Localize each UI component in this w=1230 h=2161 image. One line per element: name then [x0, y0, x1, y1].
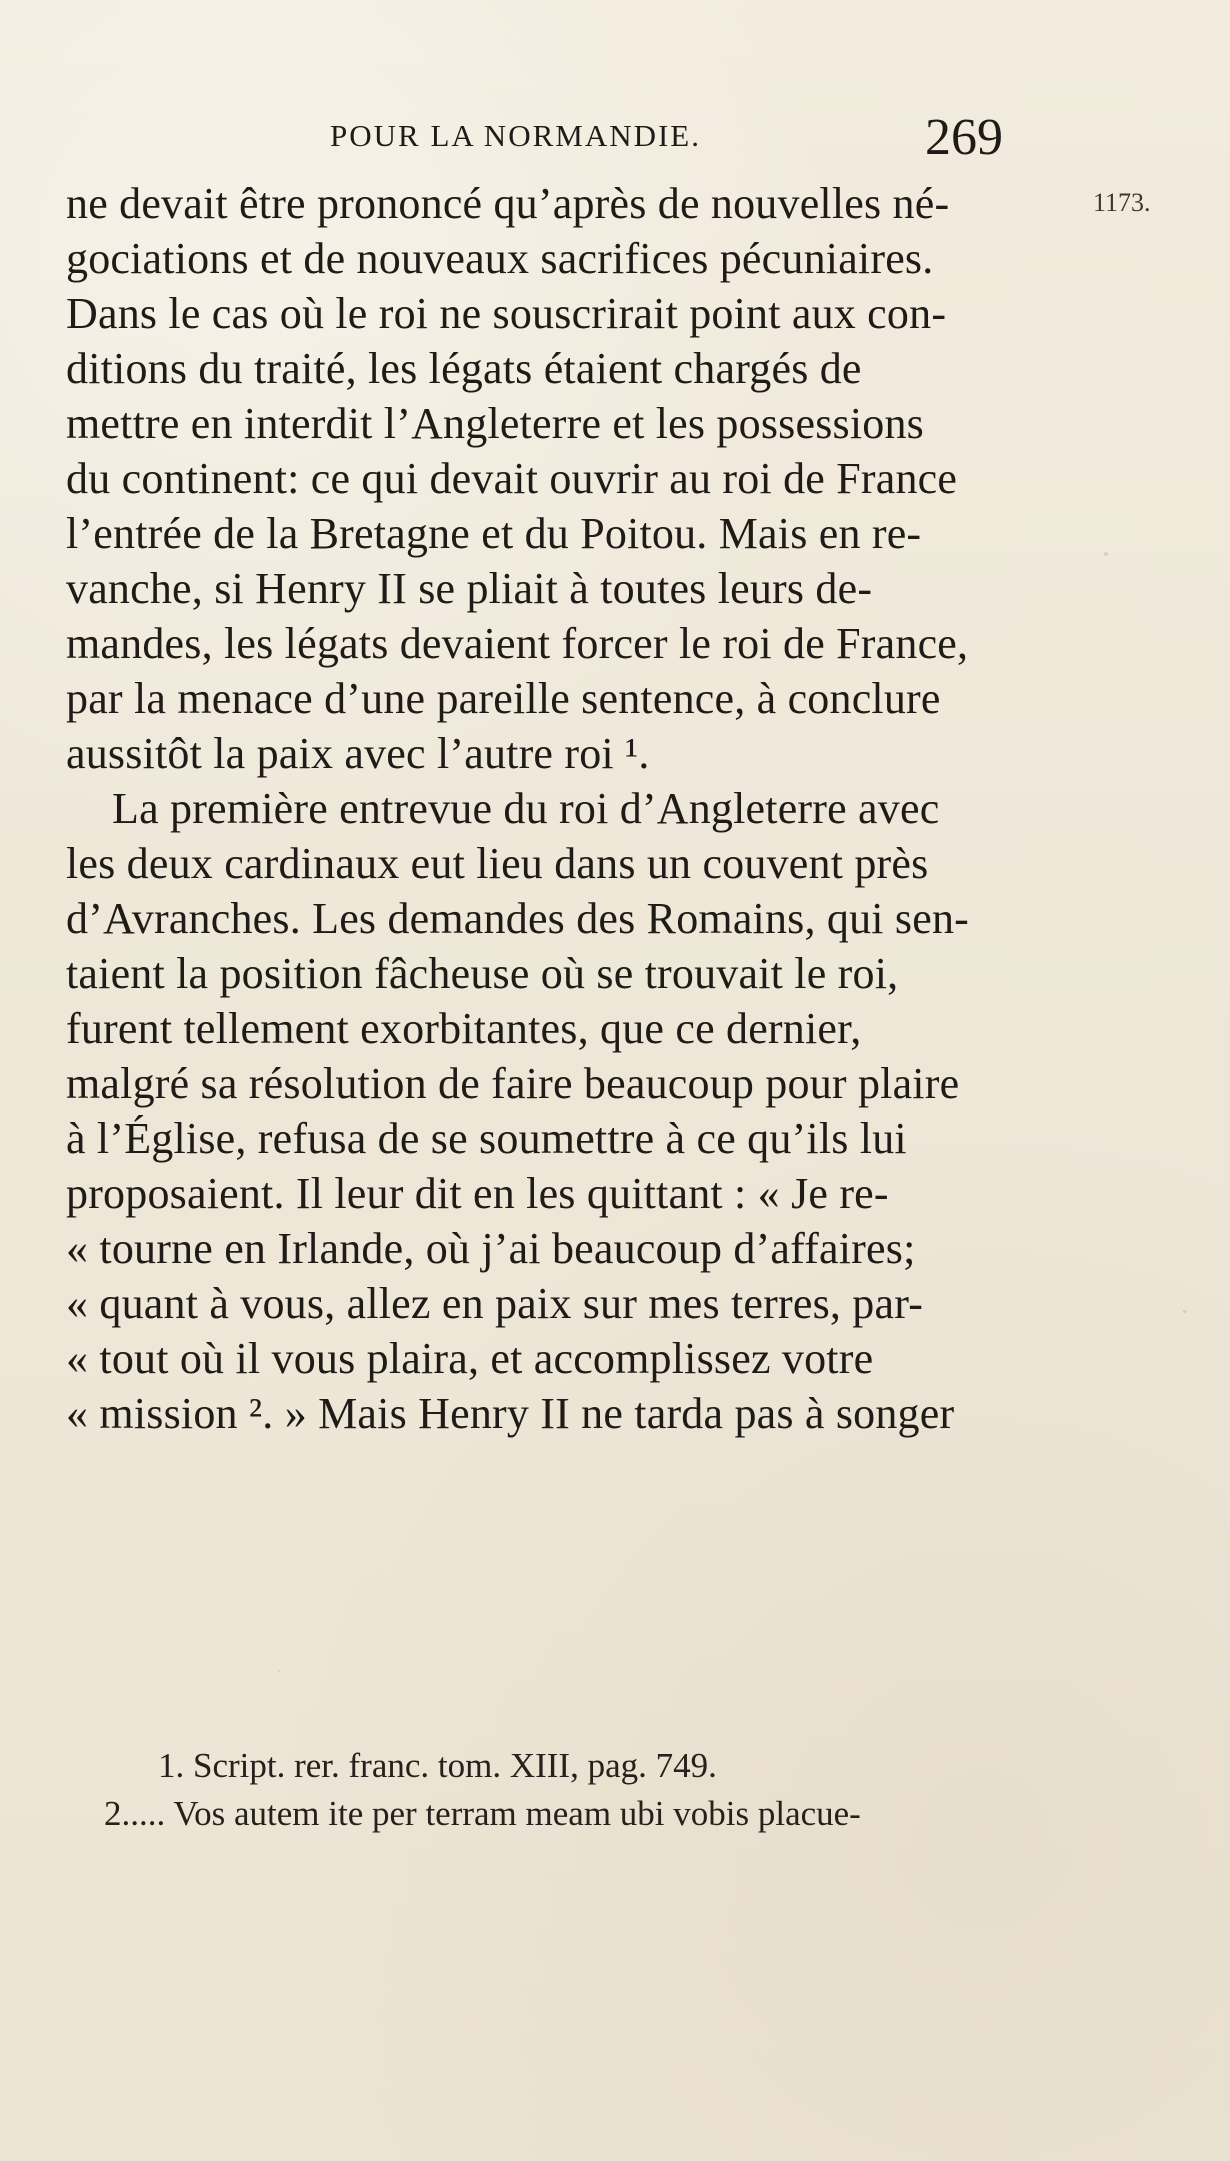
text-line: malgré sa résolution de faire beaucoup pour plaire — [66, 1059, 960, 1108]
paper-speck — [278, 1670, 280, 1672]
text-line: Dans le cas où le roi ne souscrirait point aux con- — [66, 289, 947, 338]
text-line: proposaient. Il leur dit en les quittant : « Je re- — [66, 1169, 889, 1218]
text-line: à l’Église, refusa de se soumettre à ce qu’ils lui — [66, 1114, 907, 1163]
quoted-text-line: « tourne en Irlande, où j’ai beaucoup d’affaires; — [66, 1224, 916, 1273]
text-line: d’Avranches. Les demandes des Romains, qui sen- — [66, 894, 970, 943]
quoted-text-line: « quant à vous, allez en paix sur mes terres, par- — [66, 1279, 924, 1328]
text-line: par la menace d’une pareille sentence, à conclure — [66, 674, 941, 723]
running-title: POUR LA NORMANDIE. — [330, 118, 701, 153]
text-line: ditions du traité, les légats étaient chargés de — [66, 344, 862, 393]
text-line: vanche, si Henry II se pliait à toutes leurs de- — [66, 564, 873, 613]
text-line: ne devait être prononcé qu’après de nouvelles né- — [66, 179, 950, 228]
footnote-1: 1. Script. rer. franc. tom. XIII, pag. 749. — [158, 1746, 717, 1785]
paper-speck — [1183, 1310, 1186, 1313]
text-line: furent tellement exorbitantes, que ce dernier, — [66, 1004, 862, 1053]
text-line: l’entrée de la Bretagne et du Poitou. Mais en re- — [66, 509, 922, 558]
footnotes — [104, 1742, 1024, 1838]
text-line: gociations et de nouveaux sacrifices pécuniaires. — [66, 234, 934, 283]
text-line: mandes, les légats devaient forcer le roi de France, — [66, 619, 969, 668]
footnote-2: 2..... Vos autem ite per terram meam ubi vobis placue- — [104, 1794, 861, 1833]
text-line: mettre en interdit l’Angleterre et les possessions — [66, 399, 924, 448]
text-line: du continent: ce qui devait ouvrir au roi de France — [66, 454, 958, 503]
quoted-text-line: « tout où il vous plaira, et accomplissez votre — [66, 1334, 874, 1383]
margin-year-note: 1173. — [1093, 188, 1151, 217]
text-line: taient la position fâcheuse où se trouvait le roi, — [66, 949, 899, 998]
page-number: 269 — [925, 109, 1003, 166]
main-text-block — [66, 176, 1020, 1441]
paper-speck — [1104, 552, 1108, 556]
quoted-text-line: « mission ². » Mais Henry II ne tarda pas à songer — [66, 1389, 955, 1438]
paragraph-start-line: La première entrevue du roi d’Angleterre avec — [112, 784, 940, 833]
text-line: les deux cardinaux eut lieu dans un couvent près — [66, 839, 929, 888]
running-head — [0, 109, 1230, 166]
text-line: aussitôt la paix avec l’autre roi ¹. — [66, 729, 650, 778]
